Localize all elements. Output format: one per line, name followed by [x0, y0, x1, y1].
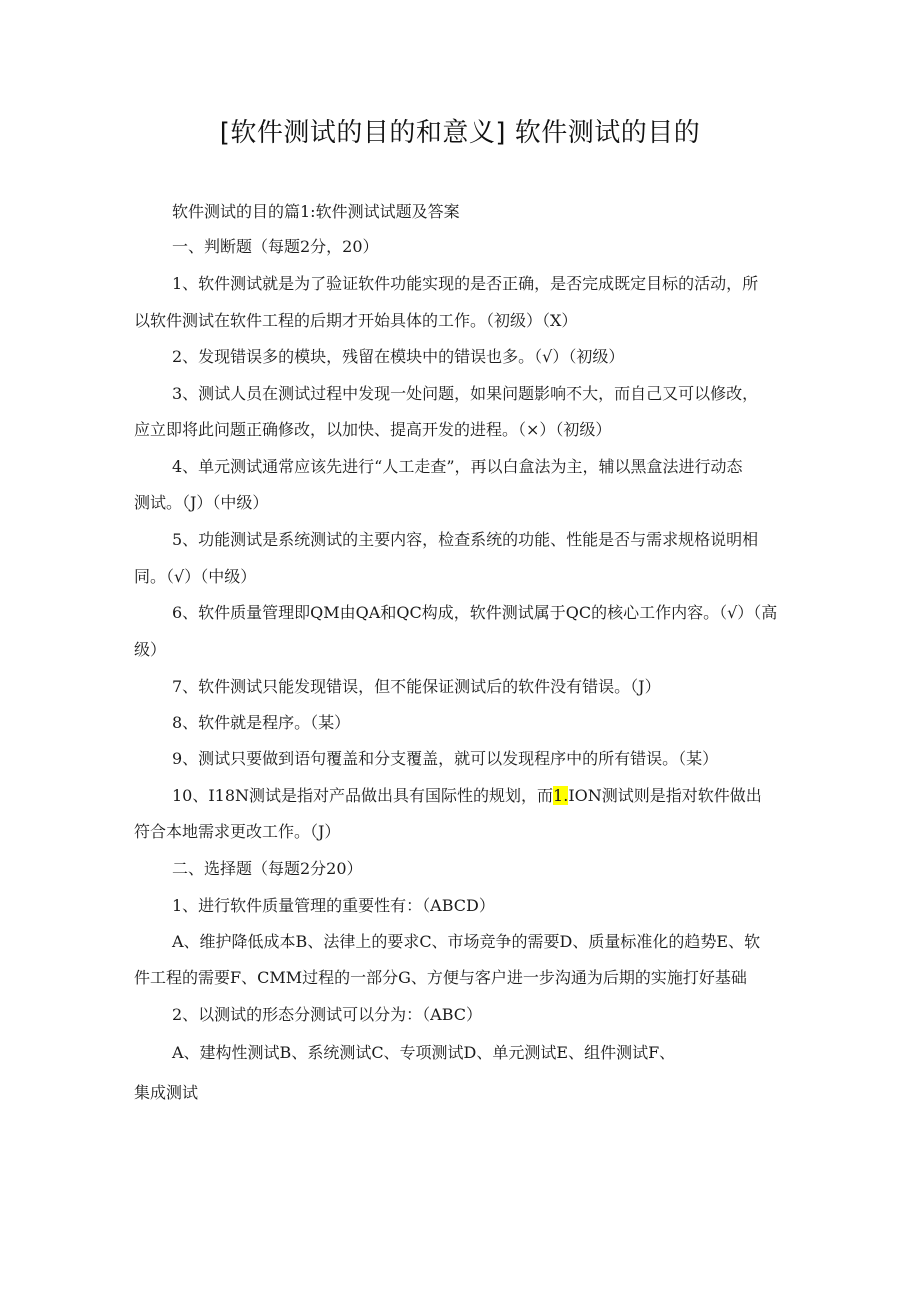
section-heading: 软件测试的目的篇1:软件测试试题及答案: [172, 202, 460, 221]
paragraph-line: 测试。（J）（中级）: [134, 493, 269, 512]
paragraph-line: 集成测试: [134, 1083, 199, 1102]
paragraph-line: 件工程的需要F、CMM过程的一部分G、方便与客户进一步沟通为后期的实施打好基础: [134, 968, 747, 987]
paragraph-line: 应立即将此问题正确修改，以加快、提高开发的进程。（×）（初级）: [134, 420, 612, 439]
highlighted-text: 1.: [553, 786, 569, 805]
paragraph-line: 6、软件质量管理即QM由QA和QC构成，软件测试属于QC的核心工作内容。（√）（高: [172, 603, 778, 622]
paragraph-line: 1、软件测试就是为了验证软件功能实现的是否正确，是否完成既定目标的活动，所: [172, 274, 759, 293]
paragraph-line: 2、发现错误多的模块，残留在模块中的错误也多。（√）（初级）: [172, 347, 625, 366]
paragraph-line: 7、软件测试只能发现错误，但不能保证测试后的软件没有错误。（J）: [172, 677, 661, 696]
paragraph-line: 4、单元测试通常应该先进行“人工走查”，再以白盒法为主，辅以黑盒法进行动态: [172, 457, 743, 476]
paragraph-line: 5、功能测试是系统测试的主要内容，检查系统的功能、性能是否与需求规格说明相: [172, 530, 759, 549]
paragraph-line: 8、软件就是程序。（某）: [172, 713, 351, 732]
paragraph-line: 1、进行软件质量管理的重要性有：（ABCD）: [172, 896, 495, 915]
paragraph-line: 符合本地需求更改工作。（J）: [134, 822, 341, 841]
paragraph-line: 2、以测试的形态分测试可以分为：（ABC）: [172, 1005, 483, 1024]
section-heading: 二、选择题（每题2分20）: [172, 859, 363, 878]
paragraph-line: A、建构性测试B、系统测试C、专项测试D、单元测试E、组件测试F、: [172, 1043, 676, 1062]
paragraph-line: A、维护降低成本B、法律上的要求C、市场竞争的需要D、质量标准化的趋势E、软: [172, 932, 761, 951]
paragraph-line: 级）: [134, 640, 167, 659]
paragraph-line: 以软件测试在软件工程的后期才开始具体的工作。（初级）（X）: [134, 311, 578, 330]
paragraph-line: 9、测试只要做到语句覆盖和分支覆盖，就可以发现程序中的所有错误。（某）: [172, 749, 719, 768]
paragraph-text: 10、I18N测试是指对产品做出具有国际性的规划，而: [172, 786, 554, 805]
paragraph-text: ION测试则是指对软件做出: [568, 786, 762, 805]
paragraph-line: 同。（√）（中级）: [134, 567, 257, 586]
paragraph-line: 3、测试人员在测试过程中发现一处问题，如果问题影响不大，而自己又可以修改，: [172, 384, 759, 403]
section-heading: 一、判断题（每题2分，20）: [172, 237, 379, 256]
paragraph-line: [172, 786, 762, 806]
document-title: [软件测试的目的和意义] 软件测试的目的: [219, 118, 701, 148]
